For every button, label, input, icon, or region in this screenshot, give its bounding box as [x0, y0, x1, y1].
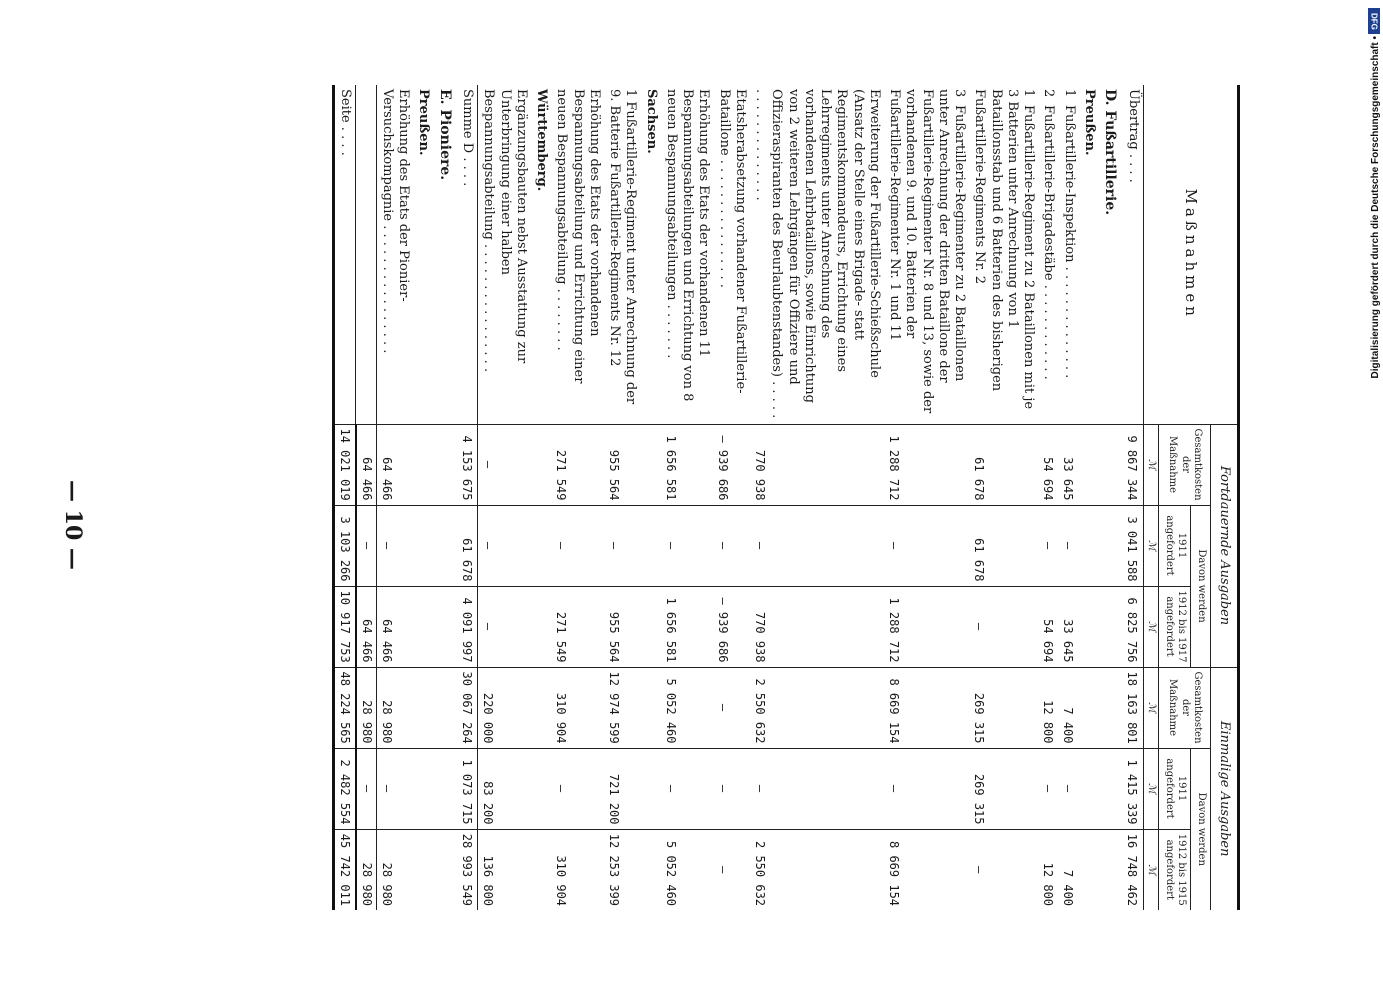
cell-value: 3 103 266	[334, 505, 356, 586]
rotated-table-page	[135, 85, 1240, 910]
cell-value: 955 564	[604, 424, 641, 505]
cell-value: 64 466	[356, 586, 377, 667]
cell-value: —	[969, 586, 1038, 667]
cell-value: 6 825 756	[1123, 586, 1144, 667]
cell-value: 770 938	[750, 586, 884, 667]
row-label: Fußartillerie-Brigadestäbe . . . . . . . . . . . .	[1041, 105, 1057, 380]
item-number: 1	[1021, 89, 1037, 98]
column-header-1912-1917: 1912 bis 1917 angefordert	[1159, 586, 1191, 667]
cell-value: 9 867 344	[1123, 424, 1144, 505]
item-number: 3	[952, 89, 968, 98]
cell-value: 28 980	[356, 667, 377, 748]
cell-value: 5 052 460	[661, 667, 714, 748]
cell-value: 1 073 715	[457, 748, 478, 829]
section-title: E. Pioniere.	[437, 89, 453, 181]
cell-value: 64 466	[376, 424, 413, 505]
cell-value: 8 669 154	[884, 829, 969, 910]
table-row-summe-d	[457, 85, 478, 910]
cell-value: 33 645	[1059, 586, 1079, 667]
cell-value: —	[714, 505, 751, 586]
table-row	[661, 85, 714, 910]
cell-value: 28 980	[376, 829, 413, 910]
cell-value: 33 645	[1059, 424, 1079, 505]
section-title: D. Fußartillerie.	[1102, 89, 1119, 216]
row-label: Seite . . . .	[334, 85, 356, 424]
cell-value: 64 466	[356, 424, 377, 505]
cell-value: 7 400	[1059, 667, 1079, 748]
column-header-gesamtkosten: Gesamtkosten der Maßnahme	[1159, 424, 1211, 505]
cell-value: 54 694	[1038, 424, 1058, 505]
cell-value: 12 253 399	[604, 829, 641, 910]
table-row-uebertrag	[1123, 85, 1144, 910]
cell-value: 721 200	[604, 748, 641, 829]
cell-value: 770 938	[750, 424, 884, 505]
cell-value: 4 153 675	[457, 424, 478, 505]
row-label: Erhöhung des Etats der vorhandenen 11 Bespannungsabteilungen und Errichtung von 8 neuen Bespannungsabteilungen . . . . . . .	[664, 89, 712, 402]
cell-value: —	[551, 505, 604, 586]
subsection-title: Württemberg.	[534, 89, 550, 192]
row-label: Etatsherabsetzung vorhandener Fußartillerie-Bataillone . . . . . . . . . . . . . . . .	[716, 89, 748, 394]
cell-value: 28 993 549	[457, 829, 478, 910]
subsection-title: Preußen.	[1082, 89, 1097, 156]
column-group-fortdauernde: Fortdauernde Ausgaben	[1210, 424, 1238, 667]
column-header-massnahmen: Maßnahmen	[1143, 85, 1238, 424]
cell-value: —	[356, 748, 377, 829]
column-header-1911: 1911 angefordert	[1159, 505, 1191, 586]
cell-value: – 939 686	[714, 424, 751, 505]
table-row	[750, 85, 884, 910]
cell-value: —	[884, 505, 969, 586]
subsection-heading-row	[641, 85, 661, 910]
table-row-summe-e	[356, 85, 377, 910]
cell-value: —	[1059, 748, 1079, 829]
expenditure-table	[332, 85, 1240, 910]
cell-value: 18 163 801	[1123, 667, 1144, 748]
row-label: Summe D . . . .	[457, 85, 478, 424]
cell-value: —	[376, 505, 413, 586]
unit-mark: ℳ	[1143, 748, 1159, 829]
cell-value: 7 400	[1059, 829, 1079, 910]
row-label: Ergänzungsbauten nebst Ausstattung zur Unterbringung einer halben Bespannungsabteilung . . . . . . . . . . . . . . . .	[481, 89, 529, 373]
cell-value: —	[661, 505, 714, 586]
cell-value: —	[1059, 505, 1079, 586]
cell-value: 61 678	[969, 505, 1038, 586]
subsection-title: Sachsen.	[643, 89, 659, 154]
cell-value: 12 974 599	[604, 667, 641, 748]
table-row	[478, 85, 531, 910]
cell-value: 61 678	[969, 424, 1038, 505]
cell-value: 2 482 554	[334, 748, 356, 829]
section-heading-row	[434, 85, 458, 910]
subsection-title: Preußen.	[416, 89, 432, 156]
cell-value: 271 549	[551, 424, 604, 505]
cell-value: 48 224 565	[334, 667, 356, 748]
cell-value: 30 067 264	[457, 667, 478, 748]
cell-value: —	[750, 748, 884, 829]
cell-value: 3 041 588	[1123, 505, 1144, 586]
row-label: Fußartillerie-Regiment zu 2 Bataillonen mit je 3 Batterien unter Anrechnung von 1 Bataillonsstab und 6 Batterien des bisherigen Fußartillerie-Regiments Nr. 2	[972, 89, 1037, 410]
cell-value: 271 549	[551, 586, 604, 667]
cell-value: 2 550 632	[750, 667, 884, 748]
row-label: Erhöhung des Etats der vorhandenen Bespannungsabteilung und Errichtung einer neuen Bespannungsabteilung . . . . . . . .	[554, 89, 602, 384]
cell-value: —	[478, 505, 531, 586]
cell-value: —	[478, 586, 531, 667]
table-row	[884, 85, 969, 910]
cell-value: 1 656 581	[661, 586, 714, 667]
unit-mark: ℳ	[1143, 505, 1159, 586]
cell-value: —	[1038, 505, 1058, 586]
unit-mark: ℳ	[1143, 667, 1159, 748]
cell-value: 220 000	[478, 667, 531, 748]
cell-value: 16 748 462	[1123, 829, 1144, 910]
column-header-1911: 1911 angefordert	[1159, 748, 1191, 829]
table-row	[714, 85, 751, 910]
row-label: Erweiterung der Fußartillerie-Schießschule (Ansatz der Stelle eines Brigade- statt Regimentskommandeurs, Errichtung eines Lehrregiments unter Anrechnung des vorhandenen Lehrbataillons, sowie Einrichtung von 2 weiteren Lehrgängen für Offiziere und Offizieraspiranten des Beurlaubtenstandes) . . . . . . . . . . . . . . . . . . .	[753, 89, 882, 419]
item-number: 1	[1061, 89, 1077, 98]
unit-mark: ℳ	[1143, 829, 1159, 910]
cell-value: 310 904	[551, 829, 604, 910]
cell-value: 83 200	[478, 748, 531, 829]
cell-value: 14 021 019	[334, 424, 356, 505]
cell-value: —	[661, 748, 714, 829]
subsection-heading-row	[531, 85, 551, 910]
unit-mark: ℳ	[1143, 424, 1159, 505]
cell-value: —	[551, 748, 604, 829]
cell-value: 955 564	[604, 586, 641, 667]
cell-value: —	[714, 748, 751, 829]
cell-value: 28 980	[356, 829, 377, 910]
section-heading-row	[1099, 85, 1123, 910]
cell-value: 310 904	[551, 667, 604, 748]
cell-value: —	[750, 505, 884, 586]
page-number: — 10 —	[60, 480, 86, 570]
table-row	[1059, 85, 1079, 910]
column-header-gesamtkosten: Gesamtkosten der Maßnahme	[1159, 667, 1211, 748]
cell-value: —	[884, 748, 969, 829]
cell-value: —	[969, 829, 1038, 910]
cell-value: 12 800	[1038, 667, 1058, 748]
cell-value: 136 800	[478, 829, 531, 910]
table-row	[376, 85, 413, 910]
table-row	[1038, 85, 1058, 910]
cell-value: 4 091 997	[457, 586, 478, 667]
cell-value: —	[376, 748, 413, 829]
cell-value: 5 052 460	[661, 829, 714, 910]
table-row-seite	[334, 85, 356, 910]
cell-value: 1 288 712	[884, 424, 969, 505]
cell-value: —	[714, 829, 751, 910]
cell-value: —	[714, 667, 751, 748]
column-header-1912-1915: 1912 bis 1915 angefordert	[1159, 829, 1191, 910]
table-row	[969, 85, 1038, 910]
table-row	[604, 85, 641, 910]
cell-value: —	[356, 505, 377, 586]
cell-value: —	[1038, 748, 1058, 829]
cell-value: 45 742 011	[334, 829, 356, 910]
table-row	[551, 85, 604, 910]
cell-value: 1 656 581	[661, 424, 714, 505]
row-label: Erhöhung des Etats der Pionier-Versuchskompagnie . . . . . . . . . . . . . . . .	[380, 89, 412, 354]
cell-value: 64 466	[376, 586, 413, 667]
item-number: 2	[1041, 89, 1057, 98]
unit-mark: ℳ	[1143, 586, 1159, 667]
cell-value: 10 917 753	[334, 586, 356, 667]
subsection-heading-row	[413, 85, 433, 910]
cell-value: 61 678	[457, 505, 478, 586]
column-header-davon-werden: Davon werden	[1191, 748, 1211, 910]
cell-value: 2 550 632	[750, 829, 884, 910]
subsection-heading-row	[1079, 85, 1099, 910]
cell-value: 1 288 712	[884, 586, 969, 667]
cell-value: 8 669 154	[884, 667, 969, 748]
row-label: 1 Fußartillerie-Regiment unter Anrechnung der 9. Batterie Fußartillerie-Regiments Nr. 12	[607, 89, 639, 405]
cell-value: 269 315	[969, 748, 1038, 829]
cell-value: 54 694	[1038, 586, 1058, 667]
cell-value: 269 315	[969, 667, 1038, 748]
column-group-einmalige: Einmalige Ausgaben	[1210, 667, 1238, 910]
digitization-note: Digitalisierung gefördert durch die Deutsche Forschungsgemeinschaft •	[1370, 36, 1381, 379]
row-label: Fußartillerie-Inspektion . . . . . . . . . . . . . .	[1061, 105, 1077, 379]
row-label: Fußartillerie-Regimenter zu 2 Bataillonen unter Anrechnung der dritten Bataillone der Fußartillerie-Regimenter Nr. 8 und 13, sowie der vorhandenen 9. und 10. Batterien der Fußartillerie-Regimenter Nr. 1 und 11	[887, 89, 968, 414]
cell-value: —	[478, 424, 531, 505]
cell-value: —	[604, 505, 641, 586]
column-header-davon-werden: Davon werden	[1191, 505, 1211, 667]
cell-value: 1 415 339	[1123, 748, 1144, 829]
row-label: Übertrag . . . .	[1125, 89, 1141, 183]
cell-value: 28 980	[376, 667, 413, 748]
cell-value: 12 800	[1038, 829, 1058, 910]
cell-value: – 939 686	[714, 586, 751, 667]
dfg-logo: DFG	[1368, 8, 1380, 34]
